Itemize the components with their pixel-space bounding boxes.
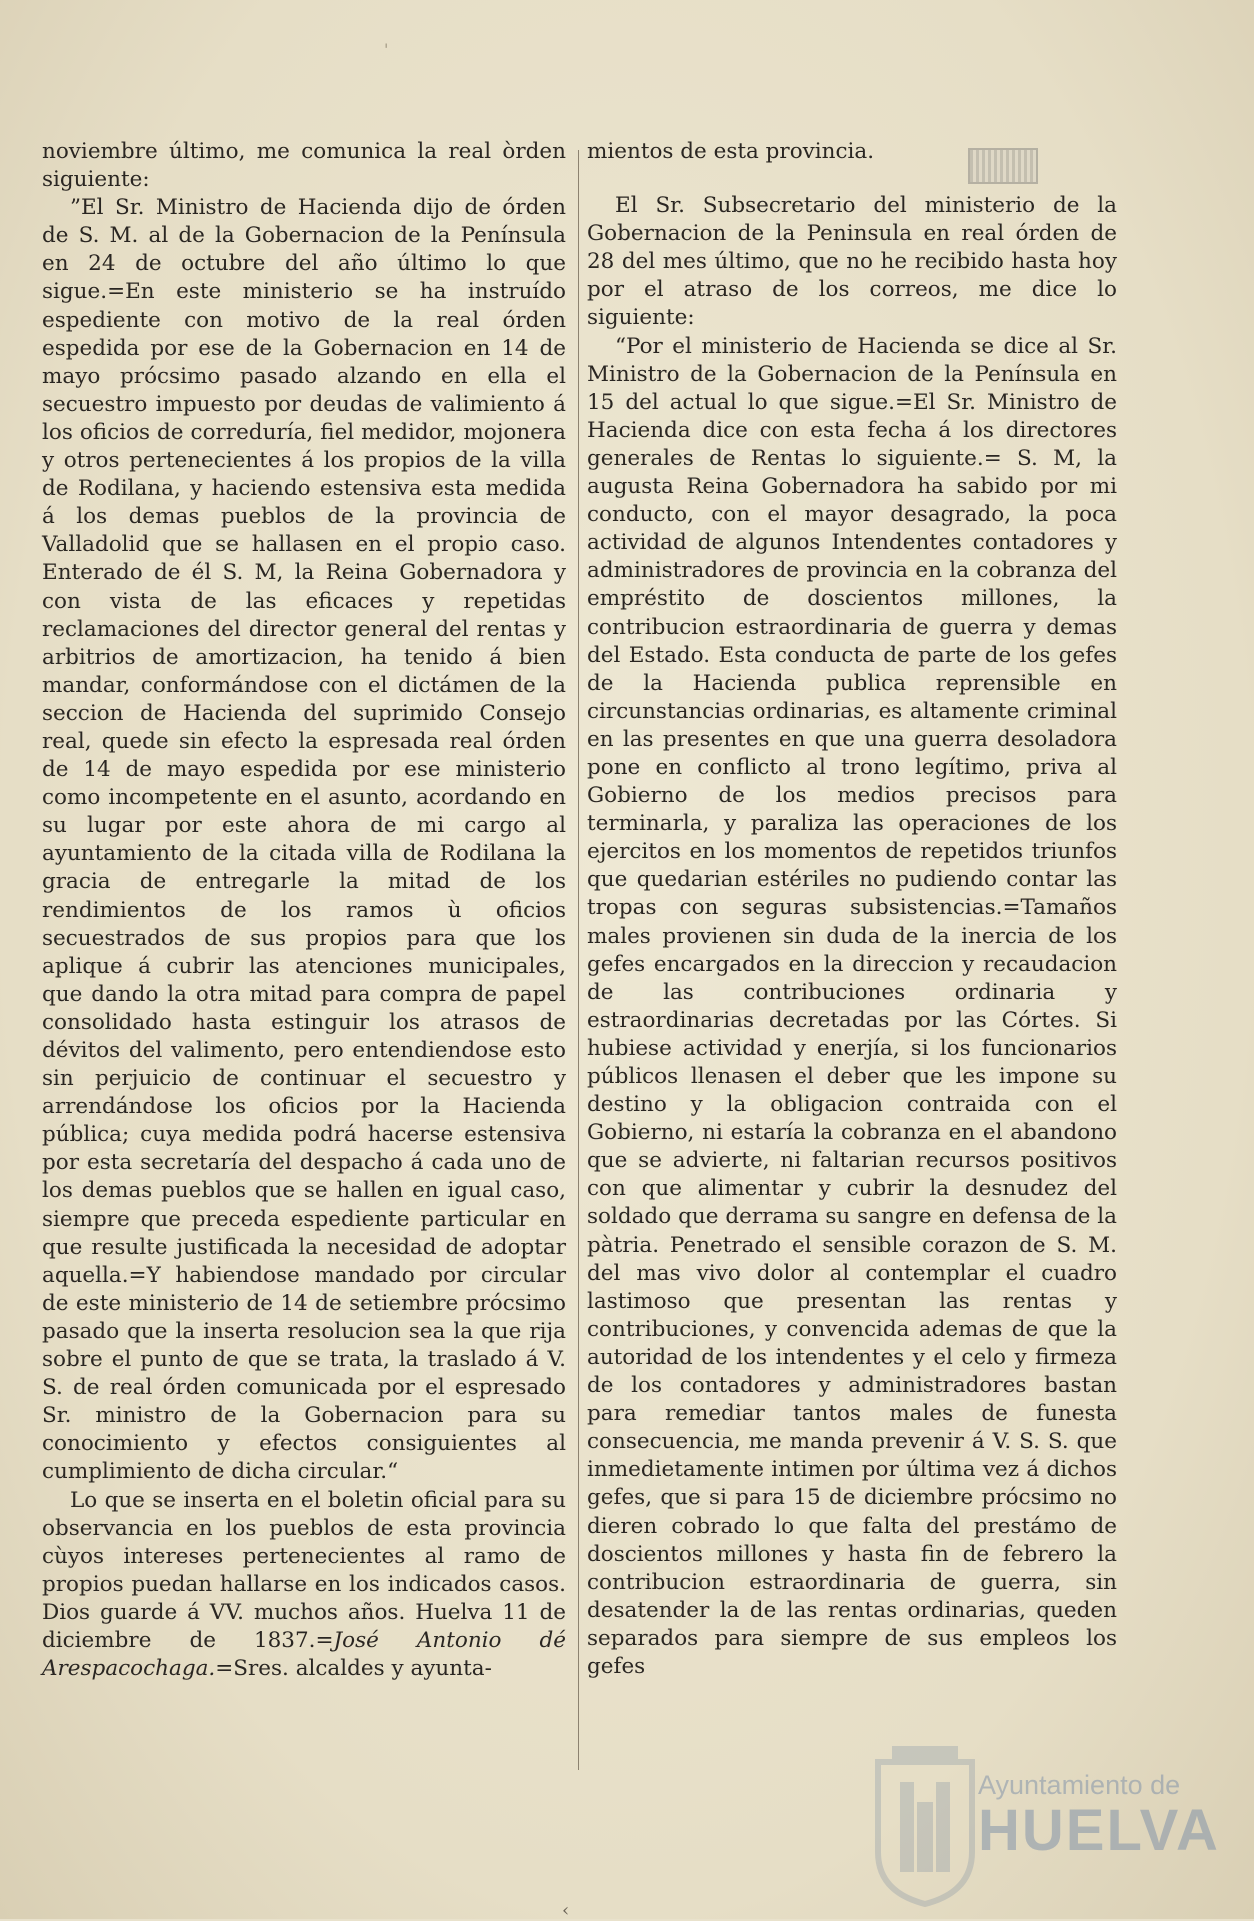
- right-paragraph-1: mientos de esta provincia.: [587, 139, 875, 164]
- watermark-line-2: HUELVA: [978, 1798, 1220, 1863]
- watermark-line-1: Ayuntamiento de: [978, 1770, 1181, 1800]
- library-stamp: [968, 148, 1038, 184]
- signature: José Antonio dé Arespacochaga.: [42, 1627, 566, 1682]
- watermark: [978, 1770, 1220, 1863]
- left-paragraph-3-text: Lo que se inserta en el boletin oficial para su observancia en los pueblos de esta provincia cùyos intereses pertenecientes al ramo de propios puedan hallarse en los indicados casos. Dios guarde á VV. muchos años. Huelva 11 de diciembre de 1837.=: [42, 1487, 566, 1653]
- left-paragraph-3-tail: =Sres. alcaldes y ayunta-: [215, 1656, 492, 1682]
- right-paragraph-2: El Sr. Subsecretario del ministerio de la Gobernacion de la Peninsula en real órden de 28 del mes último, que no he recibido hasta hoy por el atraso de los correos, me dice lo siguiente:: [587, 193, 1117, 331]
- left-column: [42, 138, 566, 1683]
- coat-of-arms-logo: [870, 1742, 980, 1907]
- left-paragraph-3: [42, 1487, 566, 1684]
- right-column: [587, 138, 1117, 1681]
- right-paragraph-3: “Por el ministerio de Hacienda se dice al Sr. Ministro de la Gobernacion de la Península en 15 del actual lo que sigue.=El Sr. Ministro de Hacienda dice con esta fecha á los directores generales de Rentas lo siguiente.= S. M, la augusta Reina Gobernadora ha sabido por mi conducto, con el mayor desagrado, la poca actividad de algunos Intendentes contadores y administradores de provincia en la cobranza del empréstito de doscientos millones, la contribucion estraordinaria de guerra y demas del Estado. Esta conducta de parte de los gefes de la Hacienda publica reprensible en circunstancias ordinarias, es altamente criminal en las presentes en que una guerra desoladora pone en conflicto al trono legítimo, priva al Gobierno de los medios precisos para terminarla, y paraliza las operaciones de los ejercitos en los momentos de repetidos triunfos que quedarian estériles no pudiendo contar las tropas con seguras subsistencias.=Tamaños males provienen sin duda de la inercia de los gefes encargados en la direccion y recaudacion de las contribuciones ordinaria y estraordinarias decretadas por las Córtes. Si hubiese actividad y enerjía, si los funcionarios públicos llenasen el deber que les impone su destino y la obligacion contraida con el Gobierno, ni estaría la cobranza en el abandono que se advierte, ni faltarian recursos positivos con que alimentar y cubrir la desnudez del soldado que derrama su sangre en defensa de la pàtria. Penetrado el sensible corazon de S. M. del mas vivo dolor al contemplar el cuadro lastimoso que presentan las rentas y contribuciones, y convencida ademas de que la autoridad de los intendentes y el celo y firmeza de los contadores y administradores bastan para remediar tantos males de funesta consecuencia, me manda prevenir á V. S. S. que inmedietamente intimen por última vez á dichos gefes, que si para 15 de diciembre prócsimo no dieren cobrado lo que falta del prestámo de doscientos millones y hasta fin de febrero la contribucion estraordinaria de guerra, sin desatender la de las rentas ordinarias, queden separados para siempre de sus empleos los gefes: [587, 333, 1117, 1679]
- ink-mark: ': [384, 40, 389, 59]
- column-divider: [578, 150, 579, 1770]
- ink-mark-bottom: ‹: [562, 1900, 570, 1921]
- left-paragraph-2: ”El Sr. Ministro de Hacienda dijo de órden de S. M. al de la Gobernacion de la Península en 24 de octubre del año último lo que sigue.=En este ministerio se ha instruído espediente con motivo de la real órden espedida por ese de la Gobernacion en 14 de mayo prócsimo pasado alzando en ella el secuestro impuesto por deudas de valimiento á los oficios de correduría, fiel medidor, mojonera y otros pertenecientes á los propios de la villa de Rodilana, y haciendo estensiva esta medida á los demas pueblos de la provincia de Valladolid que se hallasen en el propio caso. Enterado de él S. M, la Reina Gobernadora y con vista de las eficaces y repetidas reclamaciones del director general del rentas y arbitrios de amortizacion, ha tenido á bien mandar, conformándose con el dictámen de la seccion de Hacienda del suprimido Consejo real, quede sin efecto la espresada real órden de 14 de mayo espedida por ese ministerio como incompetente en el asunto, acordando en su lugar por este ahora de mi cargo al ayuntamiento de la citada villa de Rodilana la gracia de entregarle la mitad de los rendimientos de los ramos ù oficios secuestrados de sus propios para que los aplique á cubrir las atenciones municipales, que dando la otra mitad para compra de papel consolidado hasta estinguir los atrasos de dévitos del valimento, pero entendiendose esto sin perjuicio de continuar el secuestro y arrendándose los oficios por la Hacienda pública; cuya medida podrá hacerse estensiva por esta secretaría del despacho á cada uno de los demas pueblos que se hallen en igual caso, siempre que preceda espediente particular en que resulte justificada la necesidad de adoptar aquella.=Y habiendose mandado por circular de este ministerio de 14 de setiembre prócsimo pasado que la inserta resolucion sea la que rija sobre el punto de que se trata, la traslado á V. S. de real órden comunicada por el espresado Sr. ministro de la Gobernacion para su conocimiento y efectos consiguientes al cumplimiento de dicha circular.“: [42, 195, 566, 1485]
- left-paragraph-1: noviembre último, me comunica la real òrden siguiente:: [42, 139, 566, 193]
